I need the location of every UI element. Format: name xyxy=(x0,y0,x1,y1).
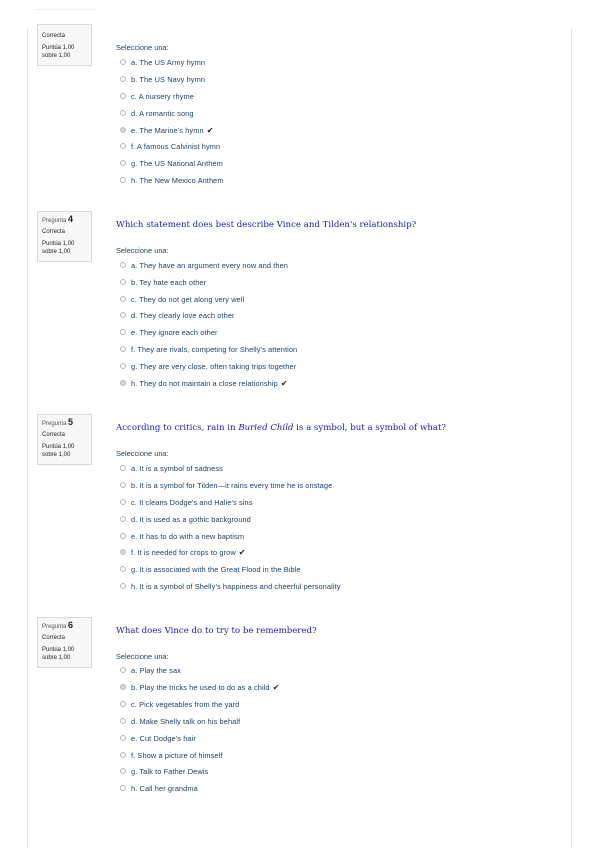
answer-option[interactable]: h. It is a symbol of Shelly's happiness and cheerful personality xyxy=(120,581,341,591)
answer-option[interactable]: a. They have an argument every now and then xyxy=(120,260,288,270)
radio-button[interactable] xyxy=(120,262,126,268)
answer-option[interactable]: e. It has to do with a new baptism xyxy=(120,531,244,541)
question-grade: Puntúa 1,00 sobre 1,00 xyxy=(42,444,75,458)
check-icon: ✔ xyxy=(206,125,214,135)
answer-option-selected[interactable]: e. The Marine's hymn ✔ xyxy=(120,125,213,135)
answer-option[interactable]: f. Show a picture of himself xyxy=(120,750,223,760)
question-info-box xyxy=(37,211,92,262)
radio-button-checked[interactable] xyxy=(120,684,126,690)
radio-button[interactable] xyxy=(120,160,126,166)
answer-prompt: Seleccione una: xyxy=(116,449,169,458)
question-info-box xyxy=(37,24,92,66)
question-number: Pregunta 4 xyxy=(42,214,74,224)
answer-option[interactable]: b. It is a symbol for Tilden—it rains every time he is onstage xyxy=(120,480,332,490)
answer-option[interactable]: d. A romantic song xyxy=(120,108,194,118)
question-text: What does Vince do to try to be remembered? xyxy=(116,626,317,636)
answer-option-selected[interactable]: f. It is needed for crops to grow ✔ xyxy=(120,547,245,557)
content-border-left xyxy=(27,28,28,848)
question-number: Pregunta 5 xyxy=(42,417,74,427)
radio-button[interactable] xyxy=(120,768,126,774)
answer-option[interactable]: c. It cleans Dodge's and Halie's sins xyxy=(120,497,253,507)
radio-button[interactable] xyxy=(120,465,126,471)
answer-prompt: Seleccione una: xyxy=(116,43,169,52)
question-state: Correcta xyxy=(42,33,66,39)
radio-button[interactable] xyxy=(120,701,126,707)
question-state: Correcta xyxy=(42,229,66,235)
answer-option[interactable]: f. A famous Calvinist hymn xyxy=(120,141,220,151)
answer-option[interactable]: c. They do not get along very well xyxy=(120,294,244,304)
check-icon: ✔ xyxy=(238,547,246,557)
answer-option[interactable]: g. The US National Anthem xyxy=(120,158,223,168)
answer-option[interactable]: h. Call her grandma xyxy=(120,783,198,793)
answer-option[interactable]: a. It is a symbol of sadness xyxy=(120,463,223,473)
answer-option[interactable]: h. The New Mexico Anthem xyxy=(120,175,224,185)
question-grade: Puntúa 1,00 sobre 1,00 xyxy=(42,45,75,59)
radio-button[interactable] xyxy=(120,76,126,82)
radio-button[interactable] xyxy=(120,143,126,149)
radio-button[interactable] xyxy=(120,93,126,99)
answer-option[interactable]: b. The US Navy hymn xyxy=(120,74,205,84)
radio-button[interactable] xyxy=(120,177,126,183)
radio-button[interactable] xyxy=(120,735,126,741)
radio-button[interactable] xyxy=(120,499,126,505)
question-state: Correcta xyxy=(42,432,66,438)
question-grade: Puntúa 1,00 sobre 1,00 xyxy=(42,647,75,661)
answer-option[interactable]: d. Make Shelly talk on his behalf xyxy=(120,716,240,726)
answer-option[interactable]: g. Talk to Father Dewis xyxy=(120,766,208,776)
answer-option[interactable]: e. They ignore each other xyxy=(120,327,218,337)
answer-option[interactable]: f. They are rivals, competing for Shelly's attention xyxy=(120,344,297,354)
radio-button-checked[interactable] xyxy=(120,549,126,555)
answer-prompt: Seleccione una: xyxy=(116,246,169,255)
answer-option-selected[interactable]: b. Play the tricks he used to do as a child ✔ xyxy=(120,682,279,692)
check-icon: ✔ xyxy=(272,682,280,692)
content-border-right xyxy=(571,28,572,848)
question-grade: Puntúa 1,00 sobre 1,00 xyxy=(42,241,75,255)
radio-button[interactable] xyxy=(120,296,126,302)
answer-option[interactable]: c. Pick vegetables from the yard xyxy=(120,699,239,709)
check-icon: ✔ xyxy=(280,378,288,388)
question-info-box xyxy=(37,617,92,668)
answer-option[interactable]: a. Play the sax xyxy=(120,665,181,675)
radio-button[interactable] xyxy=(120,718,126,724)
answer-option[interactable]: a. The US Army hymn xyxy=(120,57,205,67)
answer-option[interactable]: c. A nursery rhyme xyxy=(120,91,194,101)
radio-button[interactable] xyxy=(120,516,126,522)
answer-option[interactable]: b. Tey hate each other xyxy=(120,277,206,287)
radio-button[interactable] xyxy=(120,583,126,589)
radio-button[interactable] xyxy=(120,329,126,335)
radio-button-checked[interactable] xyxy=(120,127,126,133)
answer-option[interactable]: g. They are very close, often taking trips together xyxy=(120,361,296,371)
radio-button[interactable] xyxy=(120,533,126,539)
radio-button[interactable] xyxy=(120,279,126,285)
radio-button[interactable] xyxy=(120,346,126,352)
radio-button[interactable] xyxy=(120,110,126,116)
answer-option[interactable]: d. They clearly love each other xyxy=(120,310,235,320)
radio-button[interactable] xyxy=(120,752,126,758)
answer-prompt: Seleccione una: xyxy=(116,652,169,661)
question-info-box xyxy=(37,414,92,465)
radio-button[interactable] xyxy=(120,785,126,791)
radio-button[interactable] xyxy=(120,482,126,488)
radio-button[interactable] xyxy=(120,59,126,65)
radio-button[interactable] xyxy=(120,312,126,318)
answer-option-selected[interactable]: h. They do not maintain a close relationship ✔ xyxy=(120,378,288,388)
question-text: According to critics, rain in Buried Child is a symbol, but a symbol of what? xyxy=(116,423,447,433)
question-text: Which statement does best describe Vince and Tilden's relationship? xyxy=(116,220,417,230)
radio-button[interactable] xyxy=(120,566,126,572)
answer-option[interactable]: e. Cut Dodge's hair xyxy=(120,733,196,743)
question-number: Pregunta 6 xyxy=(42,620,74,630)
radio-button-checked[interactable] xyxy=(120,380,126,386)
answer-option[interactable]: d. It is used as a gothic background xyxy=(120,514,251,524)
answer-option[interactable]: g. It is associated with the Great Flood in the Bible xyxy=(120,564,301,574)
question-state: Correcta xyxy=(42,635,66,641)
top-divider xyxy=(36,9,96,10)
radio-button[interactable] xyxy=(120,667,126,673)
radio-button[interactable] xyxy=(120,363,126,369)
